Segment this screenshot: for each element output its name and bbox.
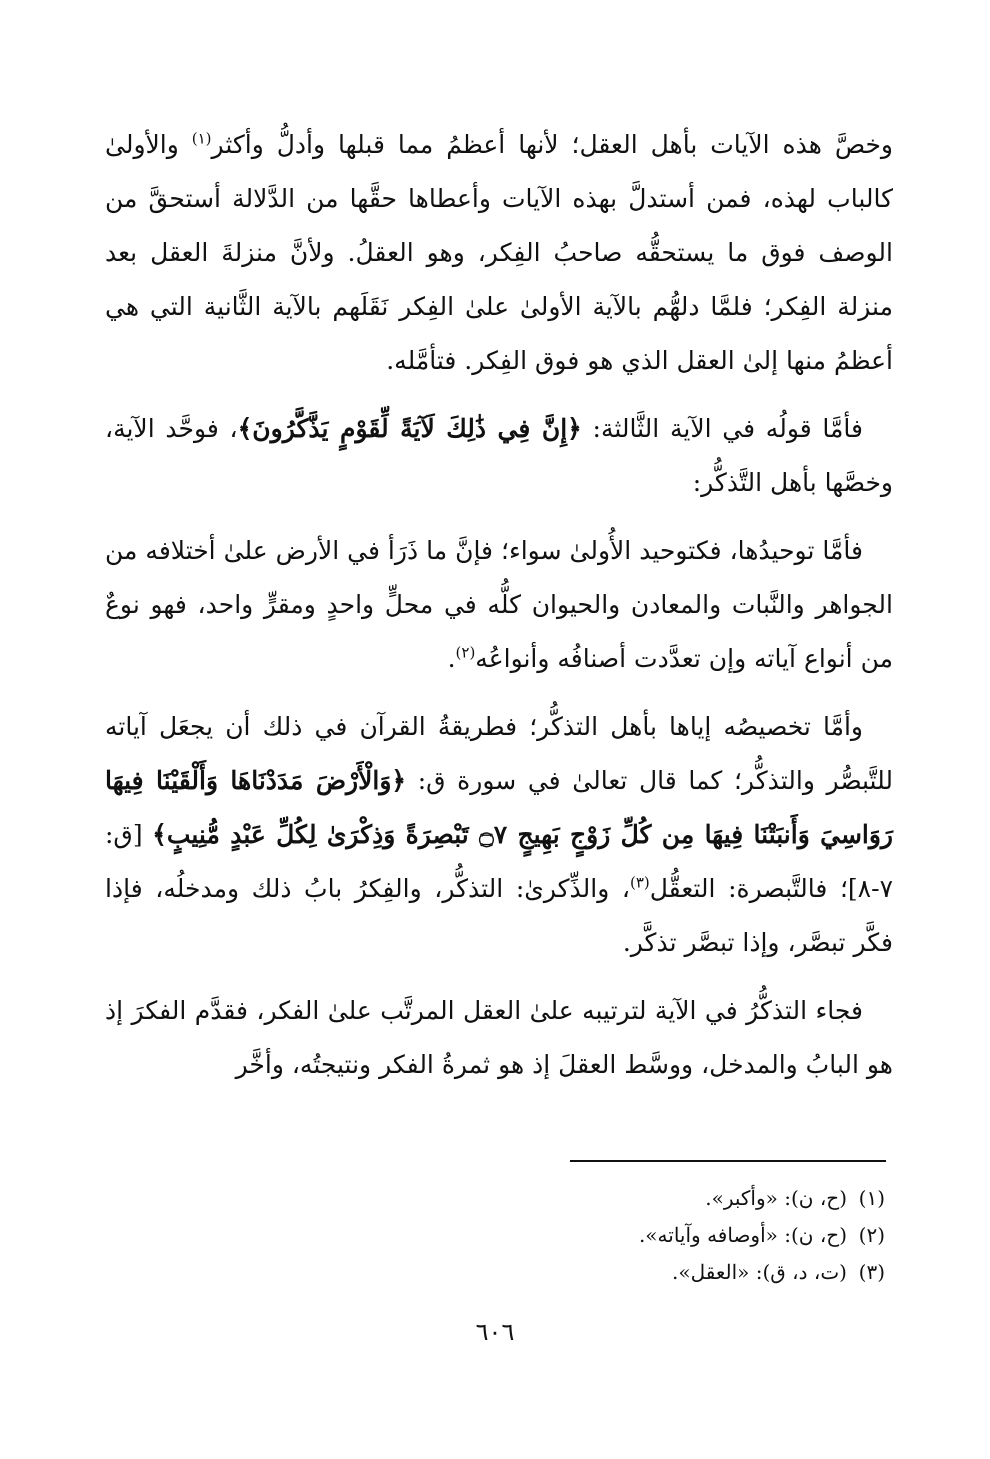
paragraph-1 [105, 118, 893, 388]
paragraph-3-text: فأمَّا توحيدُها، فكتوحيد الأُولىٰ سواء؛ فإنَّ ما ذَرَأ في الأرض علىٰ أختلافه من الجواهر والنَّبات والمعادن والحيوان كلُّه في محلٍّ واحدٍ ومقرٍّ واحد، فهو نوعٌ من أنواع آياته وإن تعدَّدت أصنافُه وأنواعُه [105, 536, 893, 673]
footnote-1 [105, 1180, 885, 1217]
quran-verse-1: ﴿إِنَّ فِي ذَٰلِكَ لَآيَةً لِّقَوْمٍ يَذَّكَّرُونَ﴾ [237, 414, 582, 443]
paragraph-4 [105, 700, 893, 970]
paragraph-5 [105, 984, 893, 1092]
footnote-ref-3: (٣) [629, 873, 650, 892]
paragraph-5-text: فجاء التذكُّرُ في الآية لترتيبه علىٰ العقل المرتَّب علىٰ الفكر، فقدَّم الفكرَ إذ هو البابُ والمدخل، ووسَّط العقلَ إذ هو ثمرةُ الفكر ونتيجتُه، وأخَّر [105, 996, 893, 1079]
footnote-separator [570, 1160, 886, 1162]
paragraph-4-citation: [ق: ٧-٨]؛ فالتَّبصرة: التعقُّل [105, 820, 893, 903]
page-number: ٦٠٦ [475, 1318, 515, 1346]
footnote-text: (ح، ن): «وأكبر». [705, 1186, 847, 1210]
paragraph-3 [105, 524, 893, 686]
footnote-ref-1: (١) [191, 129, 212, 148]
paragraph-1-text: وخصَّ هذه الآيات بأهل العقل؛ لأنها أعظمُ مما قبلها وأدلُّ وأكثر [211, 130, 893, 159]
footnote-number: (٣) [858, 1260, 885, 1284]
paragraph-2 [105, 402, 893, 510]
footnote-number: (١) [858, 1186, 885, 1210]
paragraph-3-end: . [447, 644, 456, 673]
main-text [105, 118, 893, 1106]
footnote-ref-2: (٢) [455, 643, 476, 662]
footnote-text: (ت، د، ق): «العقل». [672, 1260, 847, 1284]
footnotes [105, 1180, 885, 1291]
paragraph-4-rest: ، والذِّكرىٰ: التذكُّر، والفِكرُ بابُ ذلك ومدخلُه، فإذا فكَّر تبصَّر، وإذا تبصَّر تذكَّر. [105, 874, 893, 957]
paragraph-2-intro: فأمَّا قولُه في الآية الثَّالثة: [581, 414, 864, 443]
footnote-number: (٢) [858, 1223, 885, 1247]
paragraph-4-intro: وأمَّا تخصيصُه إياها بأهل التذكُّر؛ فطريقةُ القرآن في ذلك أن يجعَل آياته للتَّبصُّر والتذكُّر؛ كما قال تعالىٰ في سورة ق: [105, 712, 893, 795]
paragraph-1-rest: والأولىٰ كالباب لهذه، فمن أستدلَّ بهذه الآيات وأعطاها حقَّها من الدَّلالة أستحقَّ من الوصف فوق ما يستحقُّه صاحبُ الفِكر، وهو العقلُ. ولأنَّ منزلةَ العقل بعد منزلة الفِكر؛ فلمَّا دلهُّم بالآية الأولىٰ علىٰ الفِكر نَقَلَهم بالآية الثَّانية التي هي أعظمُ منها إلىٰ العقل الذي هو فوق الفِكر. فتأمَّله. [105, 130, 893, 375]
quran-verse-2: ﴿وَالْأَرْضَ مَدَدْنَاهَا وَأَلْقَيْنَا فِيهَا رَوَاسِيَ وَأَنبَتْنَا فِيهَا مِن كُلِّ زَوْجٍ بَهِيجٍ ۝٧ تَبْصِرَةً وَذِكْرَىٰ لِكُلِّ عَبْدٍ مُّنِيبٍ﴾ [105, 766, 893, 849]
footnote-text: (ح، ن): «أوصافه وآياته». [638, 1223, 847, 1247]
footnote-3 [105, 1254, 885, 1291]
footnote-2 [105, 1217, 885, 1254]
paragraph-2-rest: ، فوحَّد الآية، وخصَّها بأهل التَّذكُّر: [105, 414, 893, 497]
